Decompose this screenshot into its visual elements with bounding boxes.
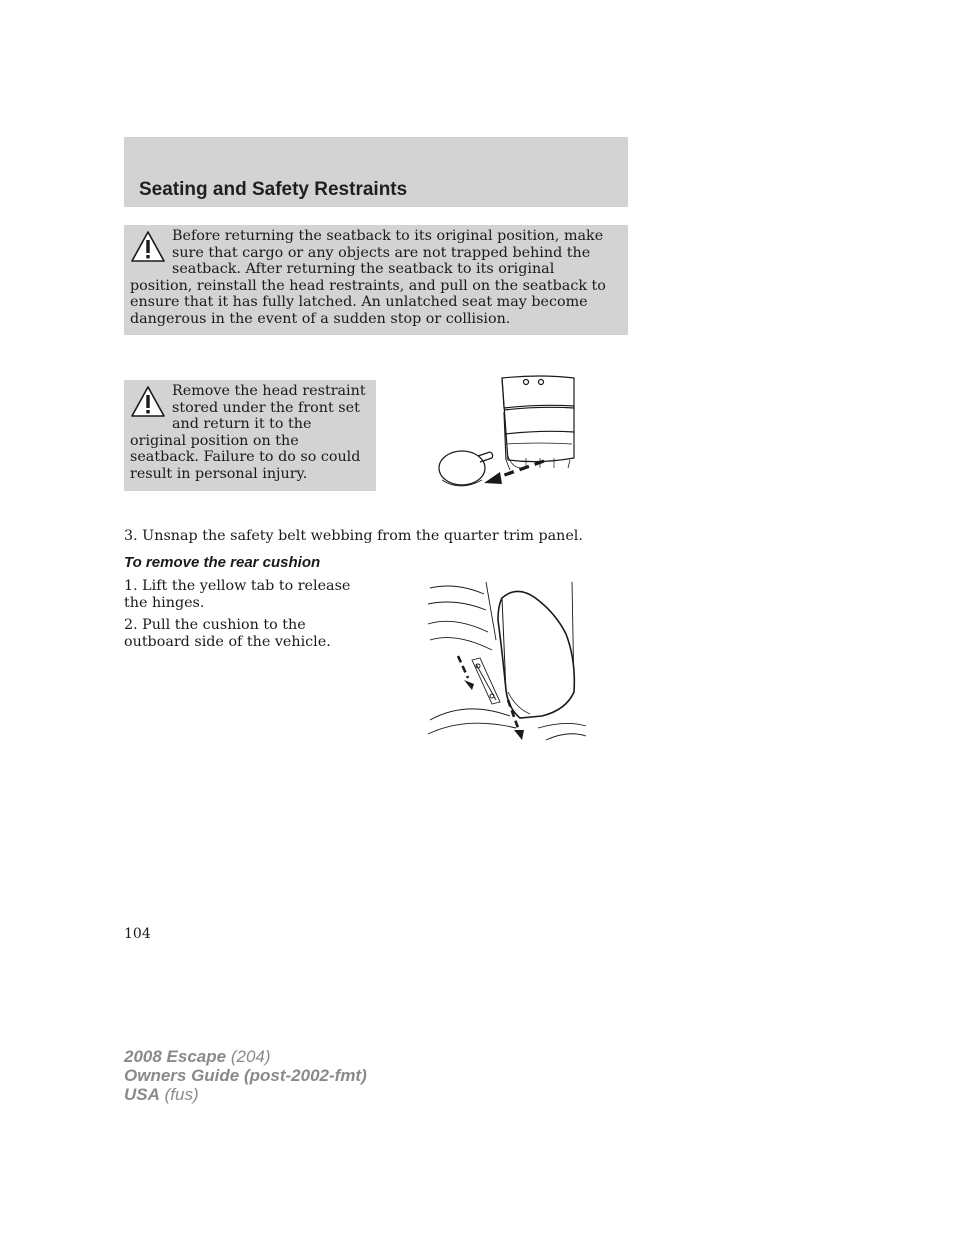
footer-model: 2008 Escape [124, 1047, 227, 1066]
section-header-band [124, 137, 628, 207]
warning-text: Remove the head restraint stored under the front set and return it to the original position on the seatback. Failure to do so could result in personal injury. [130, 383, 366, 482]
rear-cushion-step-1: 1. Lift the yellow tab to release the hinges. [124, 578, 351, 611]
warning-triangle-icon [130, 230, 166, 263]
document-footer [124, 1047, 367, 1104]
footer-guide: Owners Guide (post-2002-fmt) [124, 1066, 367, 1085]
warning-text: Before returning the seatback to its original position, make sure that cargo or any objects are not trapped behind the seatback. After returning the seatback to its original position, reinstall the head restraints, and pull on the seatback to ensure that it has fully latched. An unlatched seat may become dangerous in the event of a sudden stop or collision. [130, 228, 606, 327]
section-title: Seating and Safety Restraints [139, 179, 408, 200]
rear-cushion-step-2: 2. Pull the cushion to the outboard side of the vehicle. [124, 617, 331, 650]
footer-market-code: (fus) [164, 1085, 199, 1104]
warning-box-head-restraint [124, 380, 376, 491]
step-3-text: 3. Unsnap the safety belt webbing from the quarter trim panel. [124, 528, 583, 544]
footer-market: USA [124, 1085, 160, 1104]
rear-cushion-illustration [426, 580, 588, 744]
warning-box-seatback [124, 225, 628, 335]
warning-triangle-icon [130, 385, 166, 418]
rear-cushion-heading: To remove the rear cushion [124, 554, 321, 571]
footer-model-code: (204) [230, 1047, 271, 1066]
page-number: 104 [124, 926, 151, 942]
head-restraint-illustration [430, 372, 580, 492]
